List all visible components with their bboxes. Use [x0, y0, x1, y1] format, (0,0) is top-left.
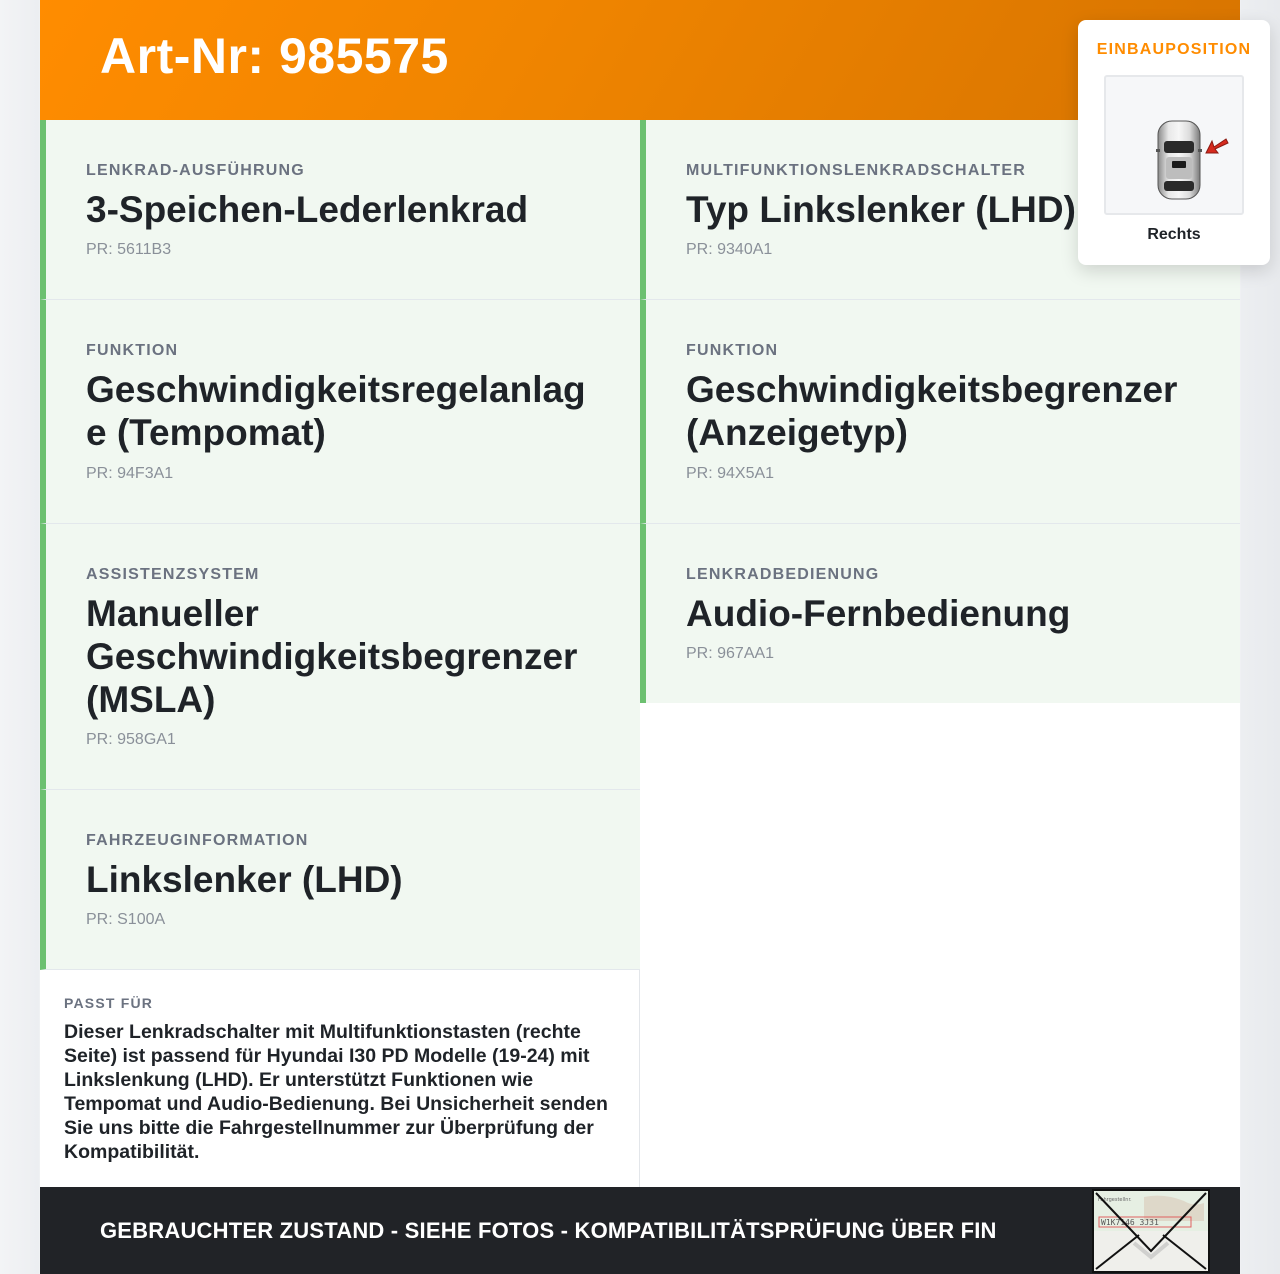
spec-label: FAHRZEUGINFORMATION	[86, 832, 309, 849]
product-sheet	[40, 0, 1252, 1274]
spec-cell-fahrzeug	[40, 790, 640, 970]
svg-text:Fahrgestellnr.: Fahrgestellnr.	[1098, 1197, 1132, 1203]
spec-pr-code: PR: 94X5A1	[686, 465, 775, 482]
spec-label: FUNKTION	[86, 342, 179, 359]
spec-value: Geschwindigkeitsbegrenzer (Anzeigetyp)	[686, 369, 1178, 453]
spec-label: LENKRAD-AUSFÜHRUNG	[86, 162, 305, 179]
spec-pr-code: PR: 958GA1	[86, 731, 176, 748]
spec-label: LENKRADBEDIENUNG	[686, 566, 880, 583]
car-top-view-icon	[1104, 75, 1244, 215]
compatibility-label: PASST FÜR	[64, 995, 154, 1011]
spec-cell-lenkrad	[40, 120, 640, 300]
svg-text:W1K7146 3J31: W1K7146 3J31	[1101, 1218, 1159, 1227]
column-divider	[639, 970, 640, 1187]
spec-value: Manueller Geschwindigkeitsbegrenzer (MSLA)	[86, 593, 578, 720]
article-number-title: Art-Nr: 985575	[100, 28, 449, 84]
header-banner	[40, 0, 1240, 120]
spec-cell-begrenzer	[640, 300, 1240, 524]
spec-value: Typ Linkslenker (LHD)	[686, 189, 1076, 230]
installation-position-value: Rechts	[1147, 226, 1201, 243]
spec-value: Linkslenker (LHD)	[86, 859, 403, 900]
spec-label: ASSISTENZSYSTEM	[86, 566, 260, 583]
spec-value: 3-Speichen-Lederlenkrad	[86, 189, 529, 230]
spec-cell-audio	[640, 524, 1240, 703]
spec-pr-code: PR: 967AA1	[686, 645, 775, 662]
spec-label: FUNKTION	[686, 342, 779, 359]
condition-notice: GEBRAUCHTER ZUSTAND - SIEHE FOTOS - KOMPATIBILITÄTSPRÜFUNG ÜBER FIN	[100, 1218, 997, 1243]
spec-value: Audio-Fernbedienung	[686, 593, 1071, 634]
compatibility-text: Dieser Lenkradschalter mit Multifunktionstasten (rechte Seite) ist passend für Hyundai I30 PD Modelle (19-24) mit Linkslenkung (LHD). Er unterstützt Funktionen wie Tempomat und Audio-Bedienung. Bei Unsicherheit senden Sie uns bitte die Fahrgestellnummer zur Überprüfung der Kompatibilität.	[64, 1021, 608, 1163]
spec-cell-msla	[40, 524, 640, 790]
spec-label: MULTIFUNKTIONSLENKRADSCHALTER	[686, 162, 1026, 179]
installation-position-title: EINBAUPOSITION	[1096, 41, 1252, 58]
spec-cell-tempomat	[40, 300, 640, 524]
spec-pr-code: PR: 5611B3	[86, 241, 172, 258]
fin-envelope-icon	[1092, 1189, 1210, 1273]
installation-position-card	[1078, 20, 1270, 265]
spec-pr-code: PR: 94F3A1	[86, 465, 174, 482]
spec-value: Geschwindigkeitsregelanlage (Tempomat)	[86, 369, 586, 453]
footer-banner	[40, 1187, 1240, 1274]
spec-pr-code: PR: 9340A1	[686, 241, 773, 258]
spec-pr-code: PR: S100A	[86, 911, 166, 928]
compatibility-section	[64, 994, 624, 1164]
